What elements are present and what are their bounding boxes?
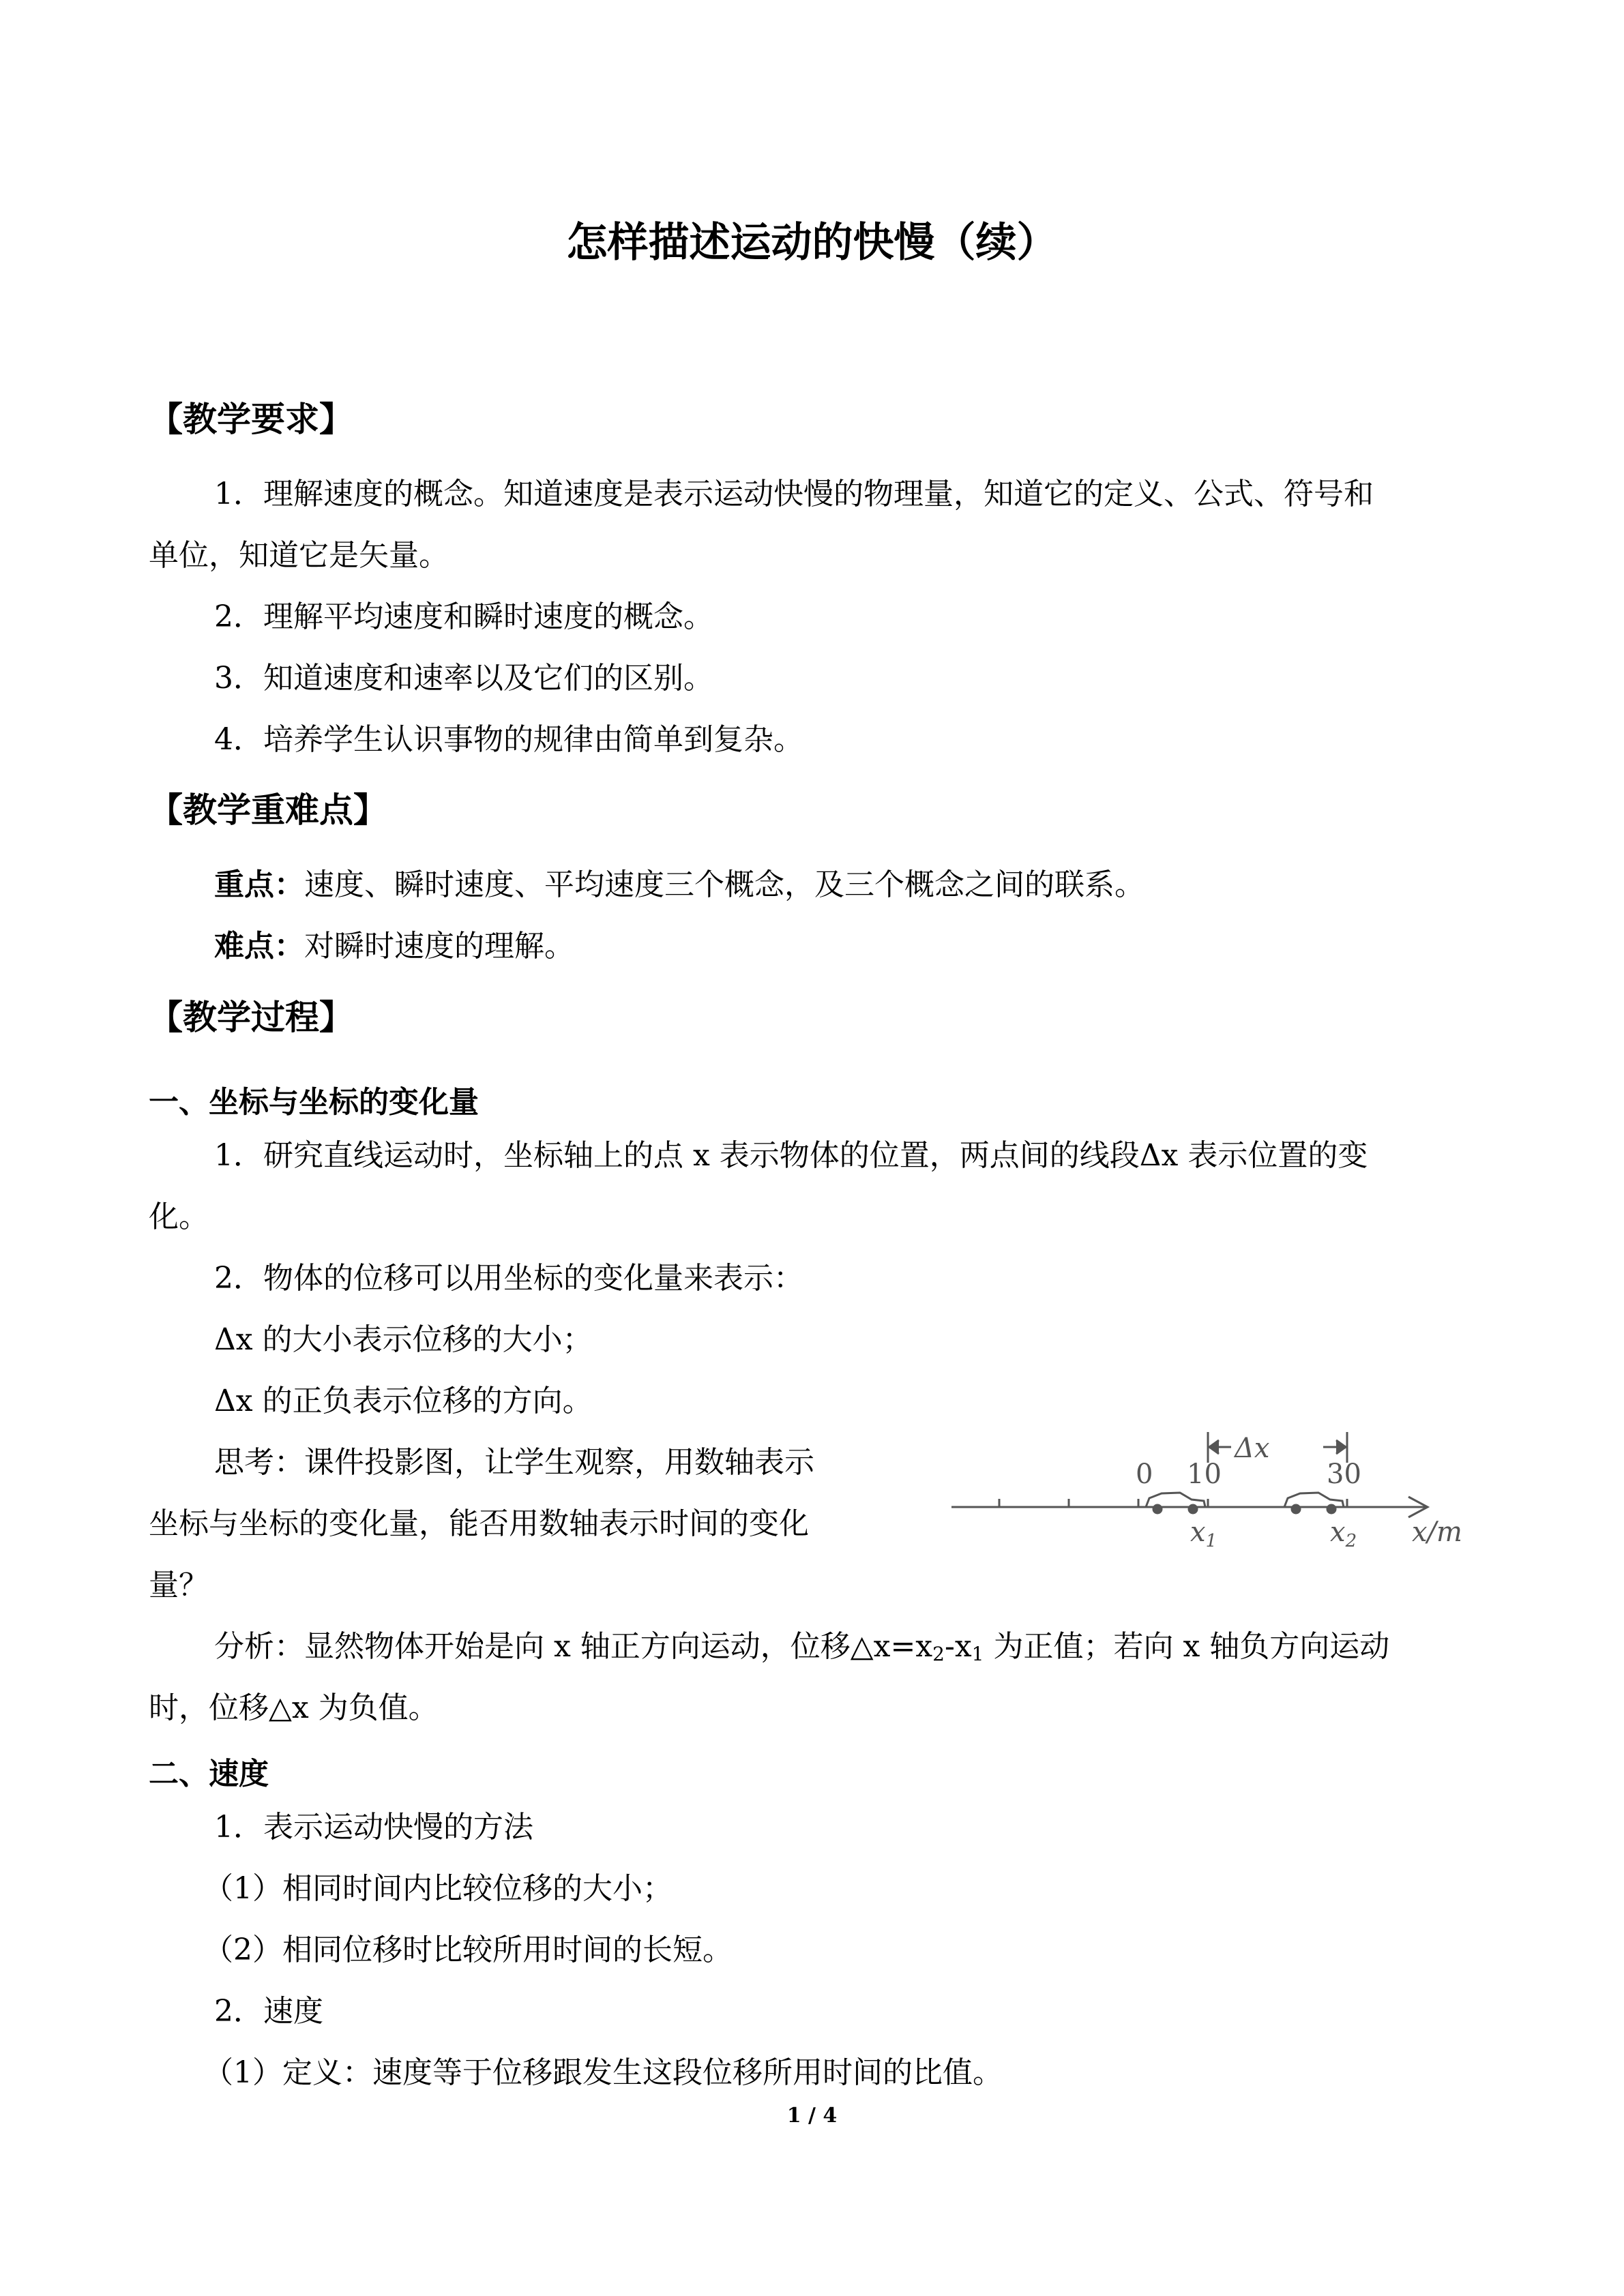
subheading-velocity: 二、速度 [149, 1757, 269, 1791]
key-point-line [214, 865, 1145, 906]
tick-label-10: 10 [1187, 1459, 1222, 1490]
tick-label-0: 0 [1136, 1459, 1153, 1490]
velocity-line-1: 1．表示运动快慢的方法 [214, 1810, 533, 1845]
key-point-text: 速度、瞬时速度、平均速度三个概念，及三个概念之间的联系。 [304, 867, 1145, 902]
analysis-line-1 [214, 1626, 1389, 1675]
process-line-1: 1．研究直线运动时，坐标轴上的点 x 表示物体的位置，两点间的线段Δx 表示位置的变 [214, 1138, 1368, 1173]
process-line-1-cont: 化。 [149, 1199, 209, 1234]
velocity-line-5: （1）定义：速度等于位移跟发生这段位移所用时间的比值。 [203, 2055, 1003, 2090]
difficult-point-line [214, 926, 574, 967]
heading-process: 【教学过程】 [149, 998, 353, 1037]
velocity-line-4: 2．速度 [214, 1994, 323, 2029]
analysis-text-c: 为正值；若向 x 轴负方向运动 [984, 1629, 1390, 1664]
think-line-2: 坐标与坐标的变化量，能否用数轴表示时间的变化 [149, 1506, 809, 1541]
subheading-coordinates: 一、坐标与坐标的变化量 [149, 1085, 479, 1120]
difficult-point-text: 对瞬时速度的理解。 [304, 929, 574, 964]
page-number: 1 / 4 [786, 2104, 838, 2128]
heading-requirements: 【教学要求】 [149, 400, 353, 439]
page-title: 怎样描述运动的快慢（续） [566, 219, 1058, 267]
analysis-sub-2: 2 [932, 1643, 945, 1665]
heading-key-points: 【教学重难点】 [149, 790, 387, 830]
think-line-3: 量？ [149, 1568, 209, 1602]
analysis-line-2: 时，位移△x 为负值。 [149, 1690, 439, 1725]
point-label-x2: $x_2$ [1330, 1517, 1357, 1551]
difficult-point-label: 难点： [214, 929, 304, 964]
analysis-sub-1: 1 [971, 1643, 984, 1665]
process-line-3: Δx 的大小表示位移的大小； [214, 1322, 593, 1357]
requirement-item-4: 4．培养学生认识事物的规律由简单到复杂。 [214, 722, 803, 757]
requirement-item-3: 3．知道速度和速率以及它们的区别。 [214, 661, 713, 696]
think-line-1: 思考：课件投影图，让学生观察，用数轴表示 [214, 1445, 814, 1480]
process-line-2: 2．物体的位移可以用坐标的变化量来表示： [214, 1261, 803, 1296]
requirement-item-1-cont: 单位，知道它是矢量。 [149, 538, 449, 573]
velocity-line-3: （2）相同位移时比较所用时间的长短。 [203, 1933, 733, 1967]
delta-x-label: Δx [1235, 1433, 1270, 1464]
point-label-x1: $x_1$ [1190, 1517, 1217, 1551]
analysis-text-a: 分析：显然物体开始是向 x 轴正方向运动，位移△x=x [214, 1629, 933, 1664]
number-line-figure [945, 1408, 1483, 1558]
process-line-4: Δx 的正负表示位移的方向。 [214, 1384, 593, 1418]
axis-unit-label: x/m [1412, 1517, 1462, 1548]
analysis-text-b: -x [944, 1629, 972, 1664]
requirement-item-2: 2．理解平均速度和瞬时速度的概念。 [214, 599, 713, 634]
tick-label-30: 30 [1327, 1459, 1361, 1490]
key-point-label: 重点： [214, 867, 304, 902]
requirement-item-1: 1．理解速度的概念。知道速度是表示运动快慢的物理量，知道它的定义、公式、符号和 [214, 477, 1374, 511]
velocity-line-2: （1）相同时间内比较位移的大小； [203, 1871, 673, 1906]
